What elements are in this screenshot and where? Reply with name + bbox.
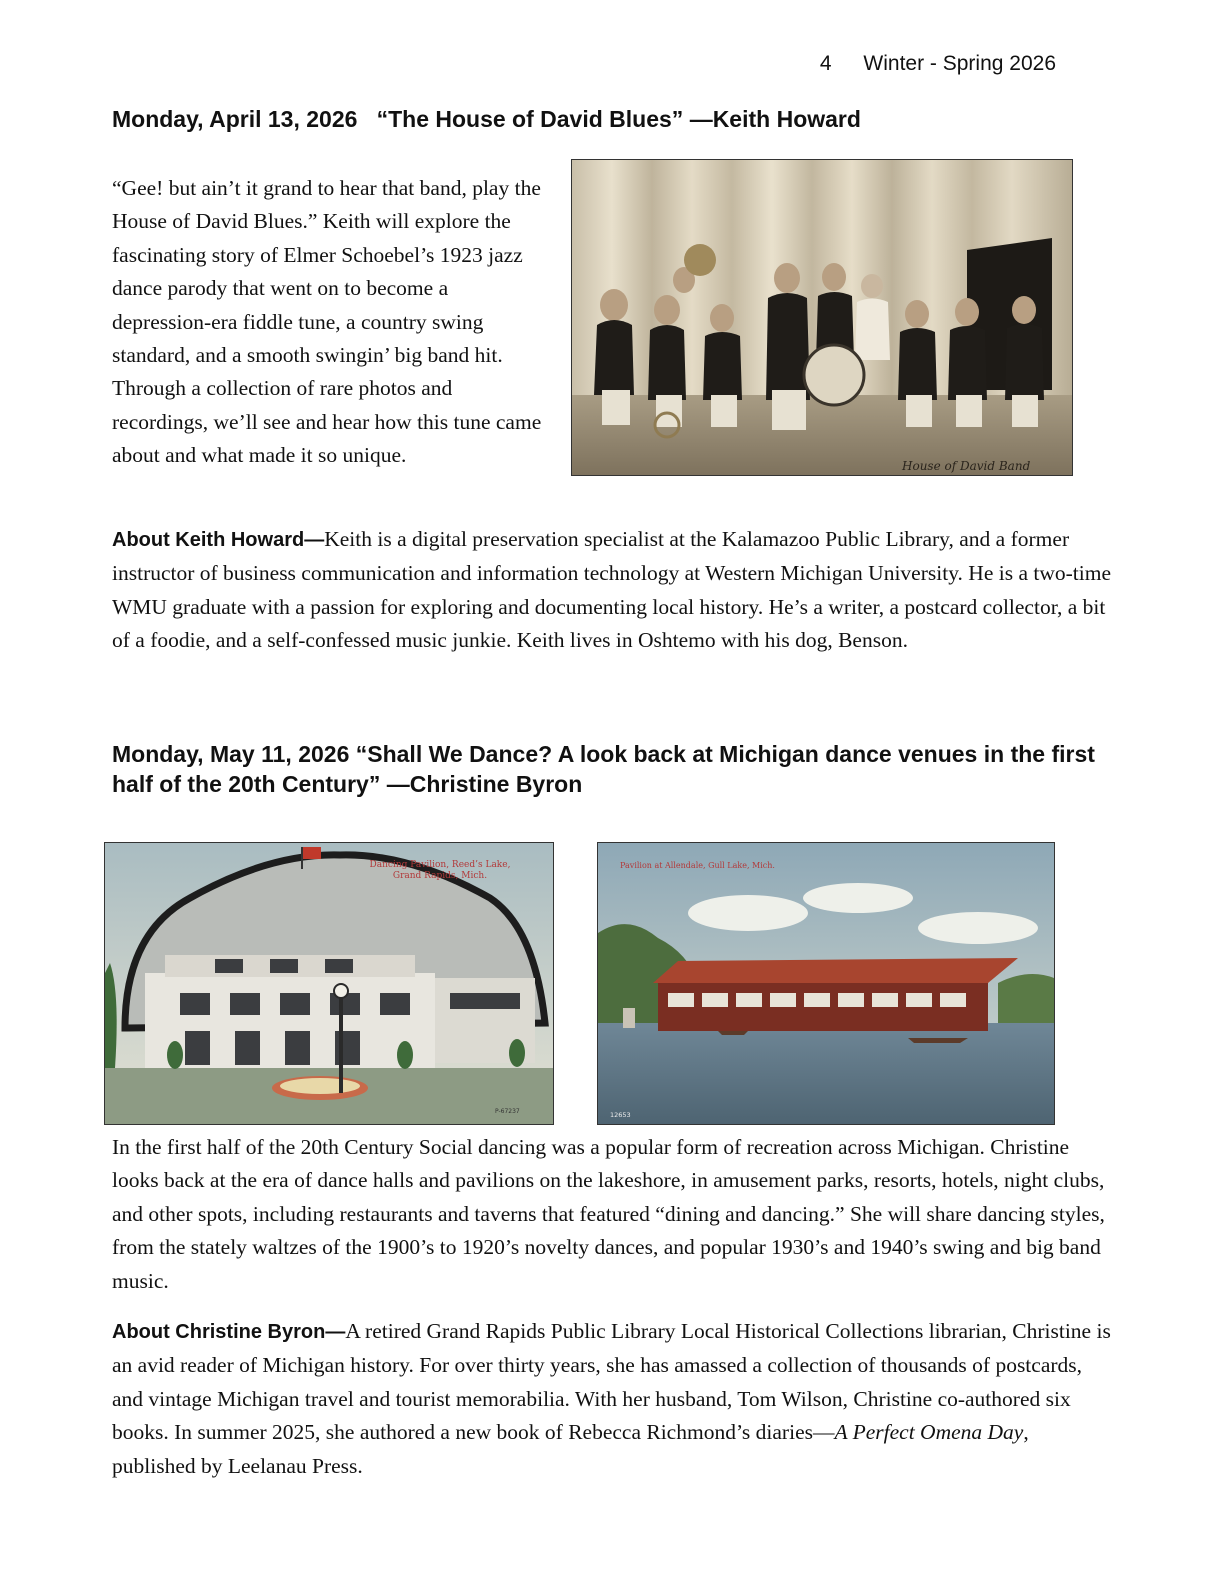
about-keith-text: Keith is a digital preservation specialist at the Kalamazoo Public Library, and a former instructor of business communication and information technology at Western Michigan University. He is a two-time WMU graduate with a passion for exploring and documenting local history. He’s a writer, a postcard collector, a bit of a foodie, and a self-confessed music junkie. Keith lives in Oshtemo with his dog, Benson.: [112, 527, 1112, 653]
event2-description: In the first half of the 20th Century Social dancing was a popular form of recreation across Michigan. Christine looks back at the era of dance halls and pavilions on the lakeshore, in amusement parks, resorts, hotels, night clubs, and other spots, including restaurants and taverns that featured “dining and dancing.” She will share dancing styles, from the stately waltzes of the 1900’s to 1920’s novelty dances, and popular 1930’s and 1940’s swing and big band music.: [112, 1135, 1105, 1293]
page-header: [820, 52, 1056, 76]
event1-title: Monday, April 13, 2026 “The House of David Blues” —Keith Howard: [112, 106, 861, 132]
book-title: A Perfect Omena Day: [834, 1420, 1024, 1445]
about-christine-lead: About Christine Byron—: [112, 1321, 346, 1343]
house-of-david-band-photo: [571, 159, 1073, 476]
reeds-lake-postcard-image: [105, 843, 553, 1124]
gull-lake-postcard-number: 12653: [610, 1111, 631, 1119]
band-photo-caption: House of David Band: [902, 459, 1031, 473]
gull-lake-postcard-image: [598, 843, 1054, 1124]
gull-lake-caption: Pavilion at Allendale, Gull Lake, Mich.: [620, 861, 775, 870]
page-number: 4: [819, 52, 832, 75]
gull-lake-pavilion-postcard: [597, 842, 1055, 1125]
about-keith-lead: About Keith Howard—: [112, 529, 325, 551]
event2-about: [112, 1315, 1112, 1483]
event2-title: Monday, May 11, 2026 “Shall We Dance? A look back at Michigan dance venues in the first half of the 20th Century” —Christine Byron: [112, 741, 1095, 797]
reeds-lake-caption-line2: Grand Rapids, Mich.: [392, 871, 488, 881]
reeds-lake-caption-line1: Dancing Pavilion, Reed’s Lake,: [369, 860, 511, 870]
reeds-lake-postcard-number: P-67237: [495, 1108, 520, 1115]
reeds-lake-pavilion-postcard: [104, 842, 554, 1125]
issue-label: Winter - Spring 2026: [863, 52, 1056, 75]
band-photo-image: [572, 160, 1072, 475]
event1-description: “Gee! but ain’t it grand to hear that band, play the House of David Blues.” Keith will explore the fascinating story of Elmer Schoebel’s 1923 jazz dance parody that went on to become a depression-era fiddle tune, a country swing standard, and a smooth swingin’ big band hit. Through a collection of rare photos and recordings, we’ll see and hear how this tune came about and what made it so unique.: [112, 176, 542, 468]
event1-about: [112, 523, 1122, 658]
about-christine-text: A retired Grand Rapids Public Library Local Historical Collections librarian, Christine is an avid reader of Michigan history. For over thirty years, she has amassed a collection of thousands of postcards, and vintage Michigan travel and tourist memorabilia. With her husband, Tom Wilson, Christine co-authored six books. In summer 2025, she authored a new book of Rebecca Richmond’s diaries—: [112, 1319, 1111, 1445]
about-christine-tail: , published by Leelanau Press.: [112, 1420, 1029, 1478]
